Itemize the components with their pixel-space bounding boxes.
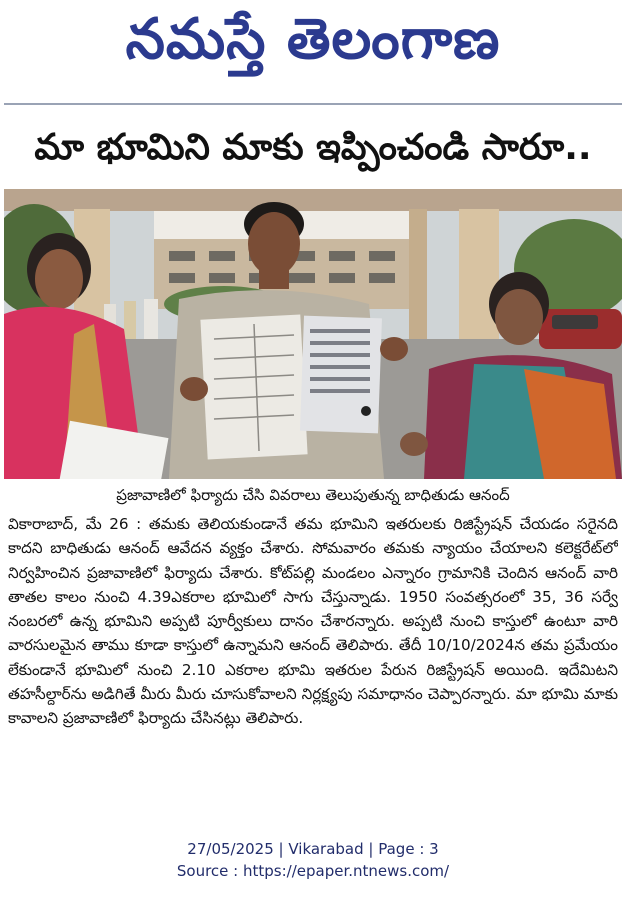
edition-info: 27/05/2025 | Vikarabad | Page : 3 — [187, 840, 439, 858]
article-body — [8, 512, 618, 812]
article-paragraph: వికారాబాద్, మే 26 : తమకు తెలియకుండానే తమ భూమిని ఇతరులకు రిజిస్ట్రేషన్ చేయడం సరైనది కాదని బాధితుడు ఆనంద్ ఆవేదన వ్యక్తం చేశారు. సోమవారం తమకు న్యాయం చేయాలని కలెక్టరేట్‌లో నిర్వహించిన ప్రజావాణిలో ఫిర్యాదు చేశారు. కోట్‌పల్లి మండలం ఎన్నారం గ్రామానికి చెందిన ఆనంద్ వారి తాతల కాలం నుంచి 4.39ఎకరాల భూమిలో సాగు చేస్తున్నాడు. 1950 సంవత్సరంలో 35, 36 సర్వే నంబరలో ఉన్న భూమిని అప్పటి పూర్వీకులు దానం చేశారన్నారు. అప్పటి నుంచి కాస్తులో ఉంటూ వారి వారసులమైన తాము కూడా కాస్తులో ఉన్నామని ఆనంద్ తెలిపారు. తేదీ 10/10/2024న తమ ప్రమేయం లేకుండానే భూమిలో నుంచి 2.10 ఎకరాల భూమి ఇతరుల పేరున రిజిస్ట్రేషన్ అయింది. ఇదేమిటని తహసీల్దార్‌ను అడిగితే మీరు మీరు చూసుకోవాలని నిర్లక్ష్యపు సమాధానం చెప్పారన్నారు. మా భూమి మాకు కావాలని ప్రజావాణిలో ఫిర్యాదు చేసినట్లు తెలిపారు. — [8, 515, 618, 728]
source-link[interactable]: Source : https://epaper.ntnews.com/ — [176, 862, 450, 880]
news-photo — [4, 189, 622, 479]
masthead — [0, 0, 626, 104]
newspaper-logo: నమస్తే తెలంగాణ — [125, 6, 501, 72]
article-headline: మా భూమిని మాకు ఇప్పించండి సారూ.. — [34, 127, 592, 168]
masthead-divider — [4, 103, 622, 105]
photo-caption: ప్రజావాణిలో ఫిర్యాదు చేసి వివరాలు తెలుపుతున్న బాధితుడు ఆనంద్ — [116, 486, 510, 504]
